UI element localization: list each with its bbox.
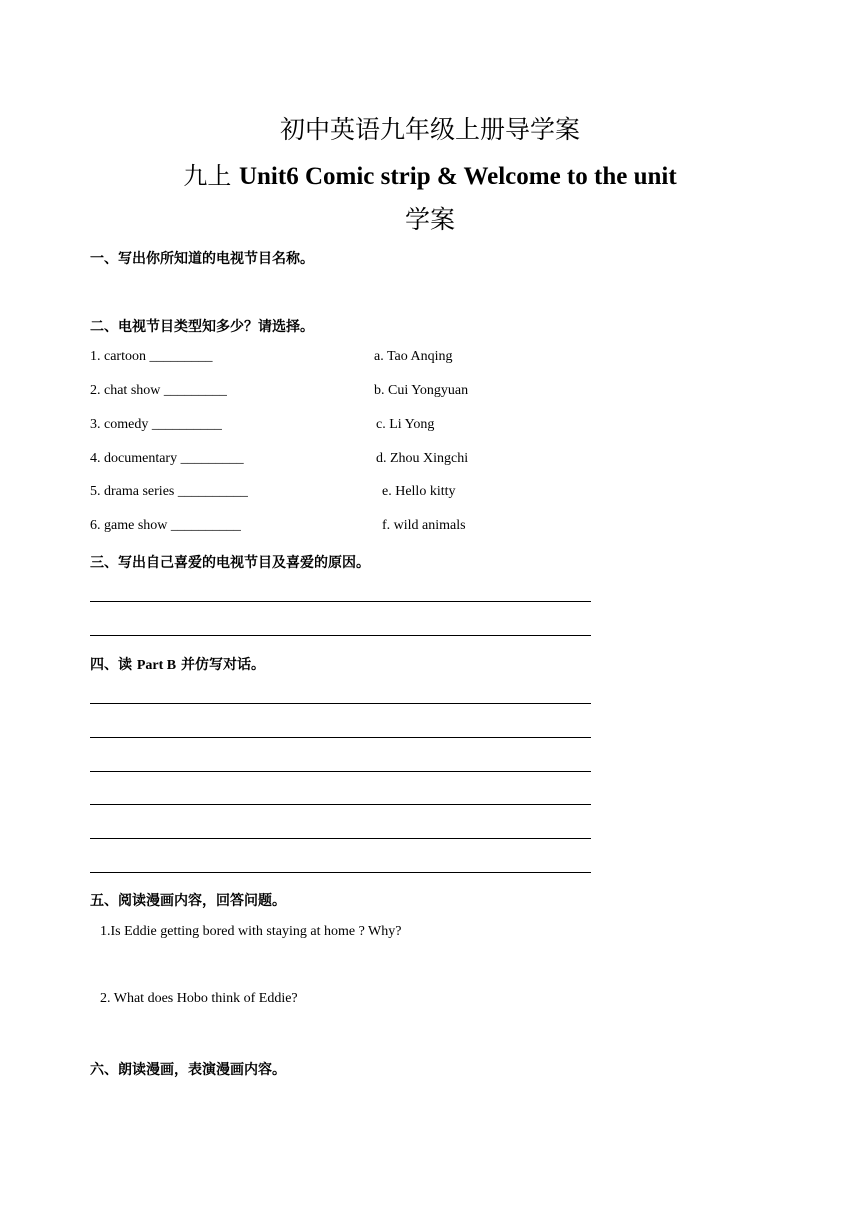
match-left-6: 6. game show __________ (90, 518, 241, 533)
match-left-4: 4. documentary _________ (90, 451, 244, 466)
unit-title (0, 156, 860, 191)
match-left-3: 3. comedy __________ (90, 417, 222, 432)
answer-line (90, 872, 591, 873)
answer-line (90, 601, 591, 602)
answer-line (90, 771, 591, 772)
section-4-prefix: 四、读 (90, 657, 137, 673)
page-subtitle: 学案 (404, 207, 455, 234)
section-1-heading: 一、写出你所知道的电视节目名称。 (90, 251, 314, 267)
section-4-part-label: Part B (136, 658, 177, 673)
answer-line (90, 737, 591, 738)
section-3-heading: 三、写出自己喜爱的电视节目及喜爱的原因。 (90, 555, 370, 571)
page-title: 初中英语九年级上册导学案 (279, 117, 580, 144)
unit-title-en: Unit6 Comic strip & Welcome to the unit (238, 163, 677, 190)
match-right-d: d. Zhou Xingchi (376, 451, 469, 466)
section-2-heading: 二、电视节目类型知多少？请选择。 (90, 319, 314, 335)
question-2: 2. What does Hobo think of Eddie? (100, 991, 298, 1006)
section-6-heading: 六、朗读漫画，表演漫画内容。 (90, 1062, 286, 1078)
section-5-heading: 五、阅读漫画内容，回答问题。 (90, 893, 286, 909)
answer-line (90, 838, 591, 839)
unit-title-cn: 九上 (183, 162, 239, 190)
match-left-5: 5. drama series __________ (90, 484, 248, 499)
question-1: 1.Is Eddie getting bored with staying at home ? Why? (100, 924, 402, 939)
match-right-e: e. Hello kitty (382, 484, 456, 499)
match-right-f: f. wild animals (382, 518, 466, 533)
match-right-b: b. Cui Yongyuan (374, 383, 469, 398)
section-4-heading (90, 654, 265, 674)
match-right-a: a. Tao Anqing (374, 349, 453, 364)
match-left-2: 2. chat show _________ (90, 383, 227, 398)
answer-line (90, 703, 591, 704)
match-left-1: 1. cartoon _________ (90, 349, 213, 364)
section-4-suffix: 并仿写对话。 (176, 657, 266, 673)
answer-line (90, 804, 591, 805)
match-right-c: c. Li Yong (376, 417, 435, 432)
answer-line (90, 635, 591, 636)
